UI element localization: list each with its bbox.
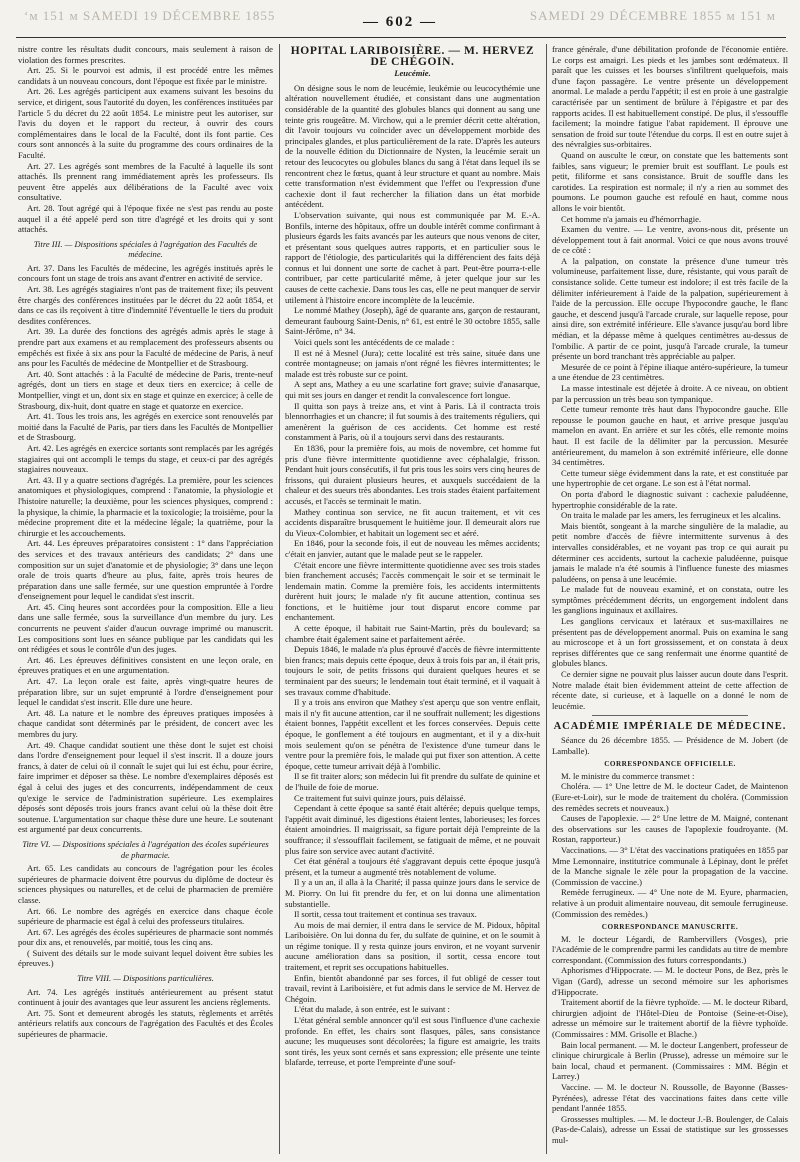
column-left bbox=[18, 44, 273, 1154]
section-divider bbox=[592, 715, 748, 716]
paragraph: Vaccine. — M. le docteur N. Roussolle, de Bayonne (Basses-Pyrénées), adresse l'état des vaccinations faites dans cette ville pendant l'année 1855. bbox=[552, 1082, 788, 1114]
bleed-through-text-left: ‘ᴍ 151 ᴍ SAMEDI 19 DÉCEMBRE 1855 bbox=[24, 8, 276, 23]
paragraph: Mesurée de ce point à l'épine iliaque antéro-supérieure, la tumeur a une étendue de 23 centimètres. bbox=[552, 361, 788, 383]
paragraph: Depuis 1846, le malade n'a plus éprouvé d'accès de fièvre intermittente bien francs; mais depuis cette époque, deux à trois fois par an, il était pris, toujours le soir, de petits frissons qui duraient quelques heures et se terminaient par des sueurs; le lendemain tout était terminé, et il vaquait à ses travaux comme d'habitude. bbox=[285, 644, 540, 697]
paragraph: Art. 45. Cinq heures sont accordées pour la composition. Elle a lieu dans une salle fermée, sous la surveillance d'un membre du jury. Les concurrents ne peuvent s'aider d'aucun ouvrage imprimé ou manuscrit. Les compositions sont lues en séance publique par les candidats qui les ont rédigées et sous le contrôle d'un des juges. bbox=[18, 601, 273, 655]
paragraph: M. le ministre du commerce transmet : bbox=[561, 770, 695, 781]
paragraph: Art. 27. Les agrégés sont membres de la Faculté à laquelle ils sont attachés. Ils prennent rang immédiatement après les professeurs. Ils peuvent être appelés aux délibérations de la Faculté avec voix consultative. bbox=[18, 160, 273, 203]
paragraph: Au mois de mai dernier, il entra dans le service de M. Pidoux, hôpital Lariboisière. On lui donna du fer, du sulfate de quinine, et on le soumit à un régime tonique. Il y resta quinze jours environ, et ne voyant survenir aucune amélioration dans sa position, il sortit, cessa encore tout traitement, et reprit ses occupations habituelles. bbox=[285, 919, 540, 973]
paragraph: A sept ans, Mathey a eu une scarlatine fort grave; suivie d'anasarque, qui mit ses jours en danger et rendit la convalescence fort longue. bbox=[285, 379, 540, 400]
paragraph: Causes de l'apoplexie. — 2° Une lettre de M. Maigné, contenant des observations sur les causes de l'apoplexie foudroyante. (M. Rostan, rapporteur.) bbox=[552, 813, 788, 845]
paragraph: Voici quels sont les antécédents de ce malade : bbox=[294, 337, 455, 348]
paragraph: Art. 48. La nature et le nombre des épreuves pratiques imposées à chaque candidat sont déterminés par le président, de concert avec les membres du jury. bbox=[18, 707, 273, 739]
paragraph: Art. 26. Les agrégés participent aux examens suivant les besoins du service, et dirigent, sous l'autorité du doyen, les conférences instituées par l'article 5 du décret du 22 août 1854. Le ministre peut les autoriser, sur l'avis du doyen et le rapport du recteur, à ouvrir des cours complémentaires dans le local de la Faculté, dont ils font partie. Ces cours sont annoncés à la suite du programme des cours ordinaires de la Faculté. bbox=[18, 86, 273, 160]
section-heading: Titre VIII. — Dispositions particulières. bbox=[77, 973, 214, 984]
paragraph: Enfin, bientôt abandonné par ses forces, il fut obligé de cesser tout travail, revint à Lariboisière, et fut admis dans le service de M. Hervez de Chégoin. bbox=[285, 972, 540, 1004]
paragraph: Art. 74. Les agrégés institués antérieurement au présent statut continuent à jouir des avantages que leur assurent les anciens règlements. bbox=[18, 986, 273, 1008]
paragraph: A cette époque, il habitait rue Saint-Martin, près du boulevard; sa chambre était également saine et parfaitement aérée. bbox=[285, 623, 540, 644]
paragraph: Art. 46. Les épreuves définitives consistent en une leçon orale, en épreuves pratiques et en une argumentation. bbox=[18, 654, 273, 676]
paragraph: Il quitta son pays à treize ans, et vint à Paris. Là il contracta trois blennorrhagies et un chancre; il fut soumis à des traitements réguliers, qui amenèrent la guérison de ces accidents. Cet homme est resté constamment à Paris, où il a toujours servi dans des restaurants. bbox=[285, 400, 540, 443]
paragraph: Cet état général a toujours été s'aggravant depuis cette époque jusqu'à présent, et la tumeur a augmenté très notablement de volume. bbox=[285, 856, 540, 877]
paragraph: france générale, d'une débilitation profonde de l'économie entière. Le corps est amaigri. Les pieds et les jambes sont œdémateux. Il paraît que les cuisses et les bourses s'infiltrent quelquefois, mais d'une façon passagère. Le ventre présente un développement anormal. Le malade a perdu l'appétit; il est en proie à une gastralgie caractérisée par un sentiment de brûlure à l'épigastre et par des rapports acides. Il est habituellement constipé. De plus, il s'essouffle facilement; la moindre fatigue l'abat rapidement. Il éprouve une sensation de froid sur toute l'étendue du corps. Il est en outre sujet à des névralgies sus-orbitaires. bbox=[552, 44, 788, 150]
paragraph: Mathey continua son service, ne fit aucun traitement, et vit ces accidents disparaître brusquement le huitième jour. Il demeurait alors rue du Vieux-Colombier, et habitait un logement sec et aéré. bbox=[285, 506, 540, 538]
paragraph: Les ganglions cervicaux et latéraux et sus-maxillaires ne présentent pas de développement anormal. Puis on examina le sang au microscope et à un fort grossissement, et on constata à deux reprises différentes que ce sang renfermait une énorme quantité de globules blancs. bbox=[552, 616, 788, 669]
academy-heading: ACADÉMIE IMPÉRIALE DE MÉDECINE. bbox=[553, 721, 787, 733]
paragraph: nistre contre les résultats dudit concours, mais seulement à raison de violation des formes prescrites. bbox=[18, 44, 273, 65]
paragraph: Art. 28. Tout agrégé qui à l'époque fixée ne s'est pas rendu au poste auquel il a été appelé perd son titre d'agrégé et les droits qui y sont attachés. bbox=[18, 202, 273, 235]
paragraph: A la palpation, on constate la présence d'une tumeur très volumineuse, parfaitement lisse, dure, résistante, qui vous paraît de consistance solide. Cette tumeur est indolore; il est très facile de la délimiter inférieurement à l'aide de la palpation, supérieurement à l'aide de la percussion. Elle occupe l'hypocondre gauche, le flanc gauche, et descend jusqu'à l'arcade crurale, sur laquelle repose, pour ainsi dire, son extrémité inférieure. Elle s'avance jusqu'au bord libre médian, et la dépasse même à quelques centimètres au-dessus de l'ombilic. A partir de ce point, jusqu'à l'arcade crurale, la tumeur présente un bord tranchant très appréciable au palper. bbox=[552, 255, 788, 362]
paragraph: ( Suivent des détails sur le mode suivant lequel doivent être subies les épreuves.) bbox=[18, 947, 273, 969]
paragraph: Cette tumeur siège évidemment dans la rate, et est constituée par une hypertrophie de cet organe. Le son est à l'état normal. bbox=[552, 467, 788, 489]
paragraph: Il y a un an, il alla à la Charité; il passa quinze jours dans le service de M. Piorry. On lui fit prendre du fer, et on lui donna une alimentation substantielle. bbox=[285, 877, 540, 909]
paragraph: Choléra. — 1° Une lettre de M. le docteur Cadet, de Maintenon (Eure-et-Loir), sur le mode de traitement du choléra. (Commission des remèdes secrets et nouveaux.) bbox=[552, 781, 788, 813]
paragraph: Quand on ausculte le cœur, on constate que les battements sont faibles, sans vigueur; le premier bruit est soufflant. Le pouls est petit, filiforme et sans consistance. Bruit de souffle dans les carotides. La respiration est normale; il n'y a rien au sommet des poumons. Le poumon gauche est refoulé en haut, comme nous allons le voir bientôt. bbox=[552, 149, 788, 213]
page-header bbox=[0, 0, 800, 40]
section-heading: Titre VI. — Dispositions spéciales à l'agrégation des écoles supérieures de pharmacie. bbox=[22, 838, 269, 860]
header-rule bbox=[16, 37, 786, 38]
official-correspondence-heading: CORRESPONDANCE OFFICIELLE. bbox=[604, 760, 736, 769]
paragraph: On désigne sous le nom de leucémie, leukémie ou leucocythémie une altération nouvellement étudiée, et consistant dans une augmentation considérable de la quantité des globules blancs qui donnent au sang une teinte gris rougeâtre. M. Virchow, qui a le premier décrit cette altération, dit l'avoir toujours vu coïncider avec un développement morbide des principales glandes, et plus particulièrement de la rate. D'après les auteurs de la nouvelle édition du Dictionnaire de Nysten, la leucémie serait un retour des leucocytes ou globules blancs du sang à l'état dans lequel ils se rencontrent chez le fœtus, quant à leur structure et quant au nombre. Mais cette transformation n'est évidemment que l'effet ou l'expression d'une cachexie dont il faut rechercher la filiation dans un état morbide antécédent. bbox=[285, 82, 540, 210]
paragraph: Remède ferrugineux. — 4° Une note de M. Eyure, pharmacien, relative à un produit alimentaire nouveau, dit semoule ferrugineuse. (Commission des remèdes.) bbox=[552, 887, 788, 919]
paragraph: M. le docteur Légardi, de Rambervillers (Vosges), prie l'Académie de le comprendre parmi les candidats au titre de membre correspondant. (Commission des futurs correspondants.) bbox=[552, 933, 788, 965]
paragraph: On traita le malade par les amers, les ferrugineux et les alcalins. bbox=[561, 510, 781, 521]
paragraph: Aphorismes d'Hippocrate. — M. le docteur Pons, de Bez, près le Vigan (Gard), adresse un second mémoire sur les aphorismes d'Hippocrate. bbox=[552, 965, 788, 997]
paragraph: Il est né à Mesnel (Jura); cette localité est très saine, située dans une contrée montagneuse; on jamais n'ont régné les fièvres intermittentes; le malade est très robuste sur ce point. bbox=[285, 347, 540, 379]
paragraph: Cette tumeur remonte très haut dans l'hypocondre gauche. Elle repousse le poumon gauche en haut, et arrive presque jusqu'au mamelon en avant. En arrière et sur les côtés, elle remonte moins haut. Il est facile de la délimiter par la percussion. Mesurée antérieurement, du mamelon à son extrémité inférieure, elle donne 34 centimètres. bbox=[552, 404, 788, 468]
paragraph: Art. 49. Chaque candidat soutient une thèse dont le sujet est choisi dans l'ordre d'enseignement pour lequel il s'est inscrit. Il a douze jours francs, à dater de celui où il connaît le sujet qui lui est échu, pour écrire, faire imprimer et déposer sa thèse. Le nombre d'exemplaires déposés est égal à celui des juges et des concurrents, indépendamment de ceux qu'exige le service de l'administration supérieure. Les exemplaires déposés sont déposés trois jours francs avant celui où la thèse doit être soutenue. L'argumentation sur chaque thèse dure une heure. Le soutenant est argumenté par deux concurrents. bbox=[18, 739, 273, 835]
article-subtitle: Leucémie. bbox=[394, 68, 431, 79]
column-right bbox=[552, 44, 788, 1154]
paragraph: Ce traitement fut suivi quinze jours, puis délaissé. bbox=[294, 792, 466, 803]
column-divider-2 bbox=[546, 44, 547, 1154]
paragraph: Il sortit, cessa tout traitement et continua ses travaux. bbox=[294, 909, 477, 920]
paragraph: C'était encore une fièvre intermittente quotidienne avec ses trois stades bien franchement accusés; l'accès commençait le soir et se terminait le lendemain matin. Comme la première fois, les accidents intermittents durèrent huit jours; le malade n'y fit aucune attention, continua ses fonctions, et le huitième jour tout disparut encore comme par enchantement. bbox=[285, 559, 540, 623]
paragraph: Art. 43. Il y a quatre sections d'agrégés. La première, pour les sciences anatomiques et physiologiques, comprend : l'anatomie, la physiologie et l'histoire naturelle; la deuxième, pour les sciences physiques, comprend : la physique, la chimie, la pharmacie et la toxicologie; la troisième, pour la médecine proprement dite et la médecine légale; la quatrième, pour la chirurgie et les accouchements. bbox=[18, 474, 273, 538]
paragraph: Art. 37. Dans les Facultés de médecine, les agrégés institués après le concours font un stage de trois ans avant d'entrer en activité de service. bbox=[18, 262, 273, 284]
paragraph: Grossesses multiples. — M. le docteur J.-B. Boulenger, de Calais (Pas-de-Calais), adresse un Essai de statistique sur les grossesses mul- bbox=[552, 1113, 788, 1145]
article-body bbox=[285, 83, 540, 1068]
column-divider-1 bbox=[279, 44, 280, 1154]
statute-paragraphs-b bbox=[18, 263, 273, 835]
paragraph: Traitement abortif de la fièvre typhoïde. — M. le docteur Ribard, chirurgien adjoint de l'Hôtel-Dieu de Pontoise (Seine-et-Oise), adresse un mémoire sur le traitement abortif de la fièvre typhoïde. (Commissaires : MM. Grisolle et Blache.) bbox=[552, 997, 788, 1040]
article-title: HOPITAL LARIBOISIÈRE. — M. HERVEZ DE CHÉGOIN. bbox=[290, 45, 535, 68]
page-number: — 602 — bbox=[363, 14, 437, 30]
paragraph: En 1836, pour la première fois, au mois de novembre, cet homme fut pris d'une fièvre intermittente quotidienne avec céphalalgie, frisson. Pendant huit jours consécutifs, il fut pris tous les soirs vers cinq heures de frissons, qui duraient plusieurs heures, et auxquels succédaient de la chaleur et des sueurs très abondantes. Les trois stades étaient parfaitement accusés, et l'accès se terminait le matin. bbox=[285, 442, 540, 506]
paragraph: La masse intestinale est déjetée à droite. A ce niveau, on obtient par la percussion un très beau son tympanique. bbox=[552, 383, 788, 404]
bleed-through-text-right: SAMEDI 29 DÉCEMBRE 1855 ᴍ 151 ᴍ bbox=[529, 8, 776, 23]
paragraph: Mais bientôt, songeant à la marche singulière de la maladie, au petit nombre d'accès de fièvre intermittente survenus à des intervalles considérables, et ne voyant pas trop ce qui aurait pu déterminer ces accidents, surtout la cachexie paludéenne, puisque jamais le malade n'a été soumis à l'influence funeste des miasmes paludéens, on pensa à une leucémie. bbox=[552, 520, 788, 584]
paragraph: Il se fit traiter alors; son médecin lui fit prendre du sulfate de quinine et de l'huile de foie de morue. bbox=[285, 771, 540, 792]
paragraph: Ce dernier signe ne pouvait plus laisser aucun doute dans l'esprit. Notre malade était bien évidemment atteint de cette affection de récente date, si curieuse, et à laquelle on a donné le nom de leucémie. bbox=[552, 669, 788, 711]
session-line: Séance du 26 décembre 1855. — Présidence de M. Jobert (de Lamballe). bbox=[552, 735, 788, 756]
paragraph: Art. 39. La durée des fonctions des agrégés admis après le stage à prendre part aux examens et au remplacement des professeurs absents ou empêchés est fixée à six ans pour la Faculté de médecine de Paris, à neuf ans pour les Facultés de médecine de Montpellier et de Strasbourg. bbox=[18, 326, 273, 369]
paragraph: Art. 42. Les agrégés en exercice sortants sont remplacés par les agrégés stagiaires qui ont accompli le temps du stage, et ceux-ci par des agrégés stagiaires nouveaux. bbox=[18, 442, 273, 475]
paragraph: On porta d'abord le diagnostic suivant : cachexie paludéenne, hypertrophie considérable de la rate. bbox=[552, 488, 788, 510]
paragraph: L'état du malade, à son entrée, est le suivant : bbox=[294, 1004, 450, 1015]
manuscript-correspondence-heading: CORRESPONDANCE MANUSCRITE. bbox=[601, 923, 739, 932]
paragraph: Cependant à cette époque sa santé était altérée; depuis quelque temps, l'appétit avait diminué, les digestions étaient lentes, laborieuses; les forces étaient amoindries. Il maigrissait, sa figure portait déjà l'empreinte de la souffrance; il s'essoufflait facilement, se fatiguait de même, et ne pouvait plus faire son service avec autant d'activité. bbox=[285, 803, 540, 856]
paragraph: Art. 41. Tous les trois ans, les agrégés en exercice sont renouvelés par moitié dans la Faculté de Paris, par tiers dans les Facultés de Montpellier et de Strasbourg. bbox=[18, 411, 273, 443]
paragraph: Il y a trois ans environ que Mathey s'est aperçu que son ventre enflait, mais il n'y fit aucune attention, car il ne souffrait nullement; les digestions étaient bonnes, l'appétit excellent et les forces conservées. Depuis cette époque, le gonflement a été toujours en augmentant, et il y a dix-huit mois seulement qu'on se pénétra de l'existence d'une tumeur dans le ventre pour la première fois, le malade qui put fixer son attention. A cette époque, cette tumeur arrivait déjà à l'ombilic. bbox=[285, 697, 540, 771]
article-continuation bbox=[552, 44, 788, 711]
paragraph: Art. 65. Les candidats au concours de l'agrégation pour les écoles supérieures de pharmacie doivent être pourvus du diplôme de docteur ès sciences physiques ou naturelles, et de celui de pharmacien de première classe. bbox=[18, 863, 273, 905]
paragraph: Le malade fut de nouveau examiné, et on constata, outre les symptômes précédemment décrits, un engorgement indolent dans les ganglions inguinaux et axillaires. bbox=[552, 584, 788, 616]
paragraph: L'état général semble annoncer qu'il est sous l'influence d'une cachexie profonde. En effet, les chairs sont flasques, pâles, sans consistance aucune; les muqueuses sont décolorées; la figure est amaigrie, les traits sont tirés, les yeux sont cernés et sans expression; elle présente une teinte blafarde, terreuse, et porte l'empreinte d'une souf- bbox=[285, 1015, 540, 1068]
paragraph: L'observation suivante, qui nous est communiquée par M. E.-A. Bonfils, interne des hôpitaux, offre un double intérêt comme confirmant à plusieurs égards les faits avancés par les auteurs que nous venons de citer, et présentant sous quelques autres rapports, et en particulier sous le rapport de l'étiologie, des particularités qui la différencient des faits déjà connus et lui donnent une sorte de cachet à part. Peut-être pourra-t-elle contribuer, par cette particularité même, à jeter quelque jour sur les causes de cette cachexie. Dans tous les cas, elle ne peut manquer de servir utilement à l'histoire encore incomplète de la leucémie. bbox=[285, 209, 540, 305]
statute-paragraphs-d bbox=[18, 987, 273, 1040]
section-heading: Titre III. — Dispositions spéciales à l'agrégation des Facultés de médecine. bbox=[33, 238, 258, 260]
paragraph: Art. 40. Sont attachés : à la Faculté de médecine de Paris, trente-neuf agrégés, dont un tiers en stage et deux tiers en exercice; à celle de Montpellier, vingt et un, dont six en stage et quinze en exercice; à celle de Strasbourg, dix-huit, dont quatre en stage et quatorze en exercice. bbox=[18, 368, 273, 411]
paragraph: Art. 25. Si le pourvoi est admis, il est procédé entre les mêmes candidats à un nouveau concours, dont l'époque est fixée par le ministre. bbox=[18, 65, 273, 86]
paragraph: Bain local permanent. — M. le docteur Langenbert, professeur de clinique chirurgicale à Berlin (Prusse), adresse un mémoire sur le bain local, chaud et permanent. (Commissaires : MM. Bégin et Larrey.) bbox=[552, 1039, 788, 1082]
paragraph: Art. 47. La leçon orale est faite, après vingt-quatre heures de préparation libre, sur un sujet emprunté à l'ordre d'enseignement pour lequel le candidat s'est inscrit. Elle dure une heure. bbox=[18, 676, 273, 708]
paragraph: En 1846, pour la seconde fois, il eut de nouveau les mêmes accidents; c'était en janvier, autant que le malade peut se le rappeler. bbox=[285, 538, 540, 559]
paragraph: Art. 66. Le nombre des agrégés en exercice dans chaque école supérieure de pharmacie est égal à celui des professeurs titulaires. bbox=[18, 905, 273, 927]
paragraph: Art. 67. Les agrégés des écoles supérieures de pharmacie sont nommés pour dix ans, et renouvelés, par moitié, tous les cinq ans. bbox=[18, 926, 273, 948]
paragraph: Art. 75. Sont et demeurent abrogés les statuts, règlements et arrêtés antérieurs relatifs aux concours de l'agrégation des Facultés et des Écoles supérieures de pharmacie. bbox=[18, 1007, 273, 1040]
paragraph: Examen du ventre. — Le ventre, avons-nous dit, présente un développement tout à fait anormal. Voici ce que nous avons trouvé de ce côté : bbox=[552, 224, 788, 256]
paragraph: Le nommé Mathey (Joseph), âgé de quarante ans, garçon de restaurant, demeurant faubourg Saint-Denis, n° 61, est entré le 30 octobre 1855, salle Saint-Jérôme, n° 34. bbox=[285, 305, 540, 337]
column-middle bbox=[285, 44, 540, 1154]
statute-paragraphs-a bbox=[18, 44, 273, 235]
paragraph: Art. 44. Les épreuves préparatoires consistent : 1° dans l'appréciation des services et des travaux antérieurs des candidats; 2° dans une composition sur un sujet d'anatomie et de physiologie; 3° dans une leçon orale de trois quarts d'heure au plus, faite, après trois heures de préparation dans une salle fermée, sur une question empruntée à l'ordre d'enseignement pour lequel le candidat s'est inscrit. bbox=[18, 538, 273, 602]
statute-paragraphs-c bbox=[18, 863, 273, 969]
paragraph: Cet homme n'a jamais eu d'hémorrhagie. bbox=[561, 213, 702, 224]
paragraph: Art. 38. Les agrégés stagiaires n'ont pas de traitement fixe; ils peuvent être chargés des conférences instituées par le décret du 22 août 1854, et dans ce cas ils reçoivent à titre d'indemnité l'éventuelle le tiers du produit desdites conférences. bbox=[18, 284, 273, 326]
paragraph: Vaccinations. — 3° L'état des vaccinations pratiquées en 1855 par Mme Lemonnaire, institutrice communale à Lépinay, dont le préfet de la Manche signale le zèle pour la propagation de la vaccine. (Commission de vaccine.) bbox=[552, 844, 788, 887]
